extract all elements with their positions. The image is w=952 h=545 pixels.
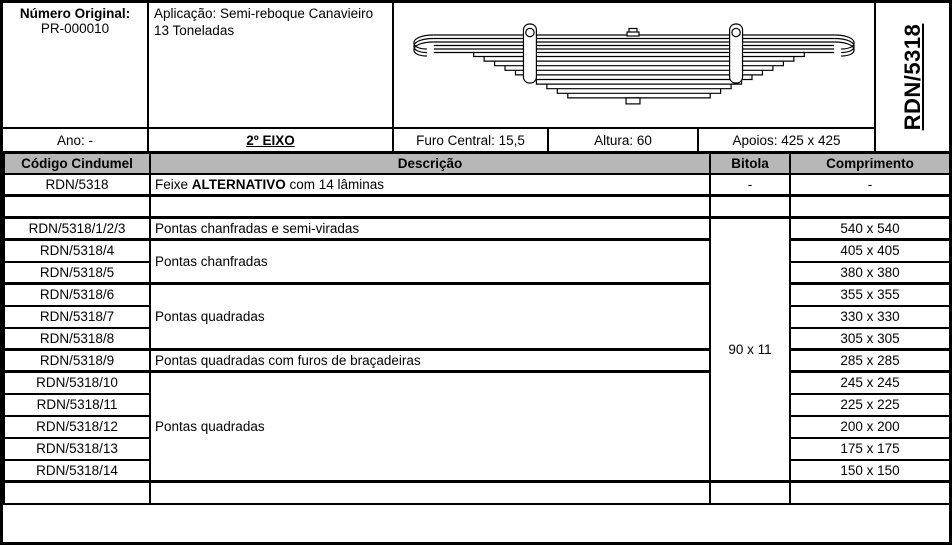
codigo-cell: RDN/5318: [4, 174, 150, 196]
empty-cell: [710, 482, 790, 504]
descricao-cell: Pontas chanfradas: [150, 240, 710, 284]
table-row: [4, 350, 950, 372]
comprimento-cell: 330 x 330: [790, 306, 950, 328]
header-descricao: Descrição: [150, 153, 710, 174]
descricao-cell: Pontas chanfradas e semi-viradas: [150, 218, 710, 240]
center-bolt: [627, 29, 639, 37]
table-row-empty: [4, 196, 950, 218]
descricao-cell: [150, 174, 710, 196]
numero-original-label: Número Original:: [19, 6, 131, 21]
leaf-spring-drawing-icon: [394, 3, 874, 127]
empty-cell: [790, 196, 950, 218]
descricao-cell: Pontas quadradas com furos de braçadeiras: [150, 350, 710, 372]
comprimento-cell: 305 x 305: [790, 328, 950, 350]
comprimento-cell: 200 x 200: [790, 416, 950, 438]
codigo-cell: RDN/5318/4: [4, 240, 150, 262]
leaf-stack-lines: [434, 35, 834, 53]
header-bitola: Bitola: [710, 153, 790, 174]
descricao-suffix: com 14 lâminas: [285, 176, 385, 192]
codigo-cell: RDN/5318/10: [4, 372, 150, 394]
comprimento-cell: 355 x 355: [790, 284, 950, 306]
table-row: [4, 218, 950, 240]
empty-cell: [4, 196, 150, 218]
aplicacao-text: Aplicação: Semi-reboque Canavieiro 13 Toneladas: [154, 6, 374, 38]
codigo-cell: RDN/5318/11: [4, 394, 150, 416]
empty-cell: [710, 196, 790, 218]
comprimento-cell: 540 x 540: [790, 218, 950, 240]
bottom-center-tab: [626, 98, 640, 104]
numero-original-cell: [3, 3, 149, 129]
aplicacao-cell: [149, 3, 394, 129]
descricao-cell: Pontas quadradas: [150, 372, 710, 482]
empty-cell: [150, 482, 710, 504]
part-code-vertical: RDN/5318: [899, 23, 925, 131]
ano-cell: Ano: -: [3, 129, 149, 151]
bitola-merged-cell: 90 x 11: [710, 218, 790, 482]
codigo-cell: RDN/5318/14: [4, 460, 150, 482]
table-row: [4, 240, 950, 262]
descricao-cell: Pontas quadradas: [150, 284, 710, 350]
left-eye-curls: [414, 35, 434, 56]
table-header-row: [4, 153, 950, 174]
table-row: [4, 372, 950, 394]
part-code-cell: [876, 3, 949, 151]
codigo-cell: RDN/5318/9: [4, 350, 150, 372]
comprimento-cell: 150 x 150: [790, 460, 950, 482]
comprimento-cell: 175 x 175: [790, 438, 950, 460]
comprimento-cell: 225 x 225: [790, 394, 950, 416]
comprimento-cell: 245 x 245: [790, 372, 950, 394]
header-codigo: Código Cindumel: [4, 153, 150, 174]
empty-cell: [790, 482, 950, 504]
drawing-cell: [394, 3, 876, 129]
header-comprimento: Comprimento: [790, 153, 950, 174]
numero-original-value: PR-000010: [40, 21, 110, 36]
descricao-prefix: Feixe: [155, 176, 192, 192]
spec-table: [3, 151, 951, 505]
right-eye-curls: [834, 35, 854, 56]
table-row: [4, 284, 950, 306]
comprimento-cell: 285 x 285: [790, 350, 950, 372]
altura-cell: Altura: 60: [549, 129, 699, 151]
codigo-cell: RDN/5318/7: [4, 306, 150, 328]
table-row-empty: [4, 482, 950, 504]
codigo-cell: RDN/5318/12: [4, 416, 150, 438]
table-row-alternative: [4, 174, 950, 196]
comprimento-cell: -: [790, 174, 950, 196]
left-clamp: [523, 24, 536, 83]
empty-cell: [150, 196, 710, 218]
comprimento-cell: 380 x 380: [790, 262, 950, 284]
furo-central-cell: Furo Central: 15,5: [394, 129, 549, 151]
comprimento-cell: 405 x 405: [790, 240, 950, 262]
empty-cell: [4, 482, 150, 504]
codigo-cell: RDN/5318/6: [4, 284, 150, 306]
codigo-cell: RDN/5318/8: [4, 328, 150, 350]
bitola-cell: -: [710, 174, 790, 196]
header-band: [3, 3, 949, 151]
codigo-cell: RDN/5318/1/2/3: [4, 218, 150, 240]
codigo-cell: RDN/5318/5: [4, 262, 150, 284]
eixo-cell: 2º EIXO: [149, 129, 394, 151]
codigo-cell: RDN/5318/13: [4, 438, 150, 460]
descricao-bold: ALTERNATIVO: [191, 176, 286, 192]
apoios-cell: Apoios: 425 x 425: [699, 129, 876, 151]
right-clamp: [730, 24, 743, 83]
